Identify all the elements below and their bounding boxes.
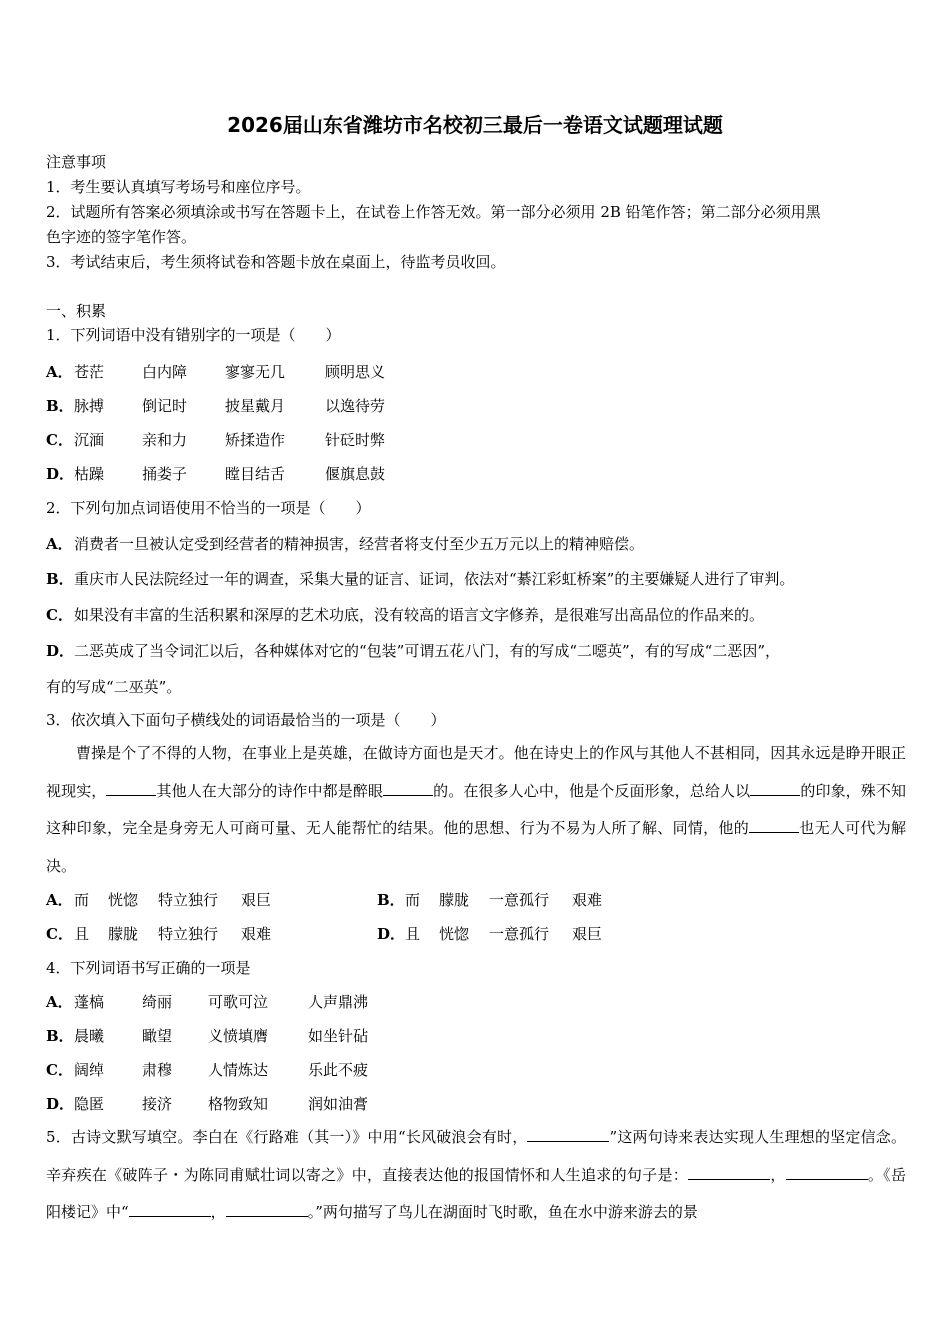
option-label: C．	[46, 925, 73, 943]
option-label: A．	[46, 993, 73, 1011]
fill-blank	[750, 779, 800, 796]
option-word: 可歌可泣	[208, 993, 269, 1011]
fill-blank	[129, 1200, 211, 1217]
option-word: 艰难	[241, 925, 272, 943]
option-label: A．	[46, 363, 73, 381]
option-word: 沉湎	[74, 431, 105, 449]
option-label: D．	[46, 1095, 75, 1113]
option-word: 以逸待劳	[325, 397, 386, 415]
option-word: 瞰望	[142, 1027, 173, 1045]
option-word: 而	[405, 891, 421, 909]
option-word: 蓬槁	[74, 993, 105, 1011]
question-2-option-b	[46, 569, 794, 589]
fill-blank	[688, 1163, 770, 1180]
notice-item: 1．考生要认真填写考场号和座位序号。	[46, 178, 311, 196]
option-word: 如坐针砧	[308, 1027, 369, 1045]
option-word: 捅娄子	[142, 465, 188, 483]
option-word: 晨曦	[74, 1027, 105, 1045]
exam-title: 2026届山东省潍坊市名校初三最后一卷语文试题理试题	[227, 113, 723, 137]
option-word: 接济	[142, 1095, 173, 1113]
fill-blank	[106, 779, 156, 796]
question-5	[46, 1119, 906, 1232]
option-label: A．	[46, 891, 73, 909]
question-5-text: 。”两句描写了鸟儿在湖面时飞时歌，鱼在水中游来游去的景	[307, 1203, 698, 1221]
option-word: 倒记时	[142, 397, 188, 415]
question-3-option-a	[46, 890, 271, 910]
option-word: 绮丽	[142, 993, 173, 1011]
option-label: D．	[46, 465, 75, 483]
notice-heading: 注意事项	[46, 153, 107, 171]
option-word: 针砭时弊	[325, 431, 386, 449]
passage-text: 曹操是个了不得的人物，在事业上是英雄，在做诗方面也是天才。他在诗史上的作风与其他人不甚相同，因其永远是睁开眼正视现实，	[46, 744, 906, 800]
question-2-option-a	[46, 534, 644, 554]
question-4-option-a	[46, 992, 368, 1012]
question-3-stem: 3．依次填入下面句子横线处的词语最恰当的一项是（ ）	[46, 711, 446, 729]
option-word: 艰巨	[572, 925, 603, 943]
option-word: 恍惚	[439, 925, 470, 943]
option-word: 而	[74, 891, 90, 909]
option-label: C．	[46, 431, 73, 449]
question-5-text: ”这两句诗来表达实现人生理想的坚定信念。辛弃疾在《破阵子・为陈同甫赋壮词以寄之》中，直接表达他的报国情怀和人生追求的句子是：	[46, 1128, 907, 1184]
option-text: 二恶英成了当令词汇以后，各种媒体对它的“包装”可谓五花八门，有的写成“二噁英”，有的写成“二恶因”，	[74, 642, 781, 660]
option-word: 义愤填膺	[208, 1027, 269, 1045]
passage-text: 也无人可代为解决。	[46, 819, 906, 875]
option-word: 艰巨	[241, 891, 272, 909]
section-heading: 一、积累	[46, 302, 107, 320]
question-3-passage	[46, 735, 906, 885]
question-2-option-d	[46, 641, 780, 661]
question-2-option-d-continued: 有的写成“二巫英”。	[46, 678, 182, 696]
question-1-stem: 1．下列词语中没有错别字的一项是（ ）	[46, 326, 341, 344]
option-word: 瞠目结舌	[225, 465, 286, 483]
question-4-option-c	[46, 1060, 368, 1080]
question-1-option-a	[46, 362, 385, 382]
fill-blank	[527, 1125, 609, 1142]
option-word: 特立独行	[158, 925, 219, 943]
option-word: 人情炼达	[208, 1061, 269, 1079]
option-word: 人声鼎沸	[308, 993, 369, 1011]
option-text: 消费者一旦被认定受到经营者的精神损害，经营者将支付至少五万元以上的精神赔偿。	[74, 535, 645, 553]
option-word: 且	[74, 925, 90, 943]
question-2-option-c	[46, 605, 764, 625]
notice-item: 2．试题所有答案必须填涂或书写在答题卡上，在试卷上作答无效。第一部分必须用 2B 铅笔作答；第二部分必须用黑	[46, 203, 821, 221]
question-4-stem: 4．下列词语书写正确的一项是	[46, 959, 251, 977]
question-1-option-c	[46, 430, 385, 450]
option-label: D．	[377, 925, 406, 943]
question-3-option-d	[377, 924, 602, 944]
option-word: 润如油膏	[308, 1095, 369, 1113]
fill-blank	[383, 779, 433, 796]
option-word: 朦胧	[108, 925, 139, 943]
passage-text: 的印象，殊不知这种印象，完全是身旁无人可商可量、无人能帮忙的结果。他的思想、行为不易为人所了解、同情，他的	[46, 781, 906, 837]
option-word: 苍茫	[74, 363, 105, 381]
option-word: 肃穆	[142, 1061, 173, 1079]
option-word: 隐匿	[74, 1095, 105, 1113]
question-5-text: 5．古诗文默写填空。李白在《行路难（其一）》中用“长风破浪会有时，	[46, 1128, 528, 1146]
option-label: B．	[46, 1027, 74, 1045]
question-3-option-c	[46, 924, 271, 944]
question-1-option-b	[46, 396, 385, 416]
question-4-option-b	[46, 1026, 368, 1046]
question-5-text: 。《岳阳楼记》中“	[46, 1165, 906, 1221]
question-3-option-b	[377, 890, 602, 910]
option-word: 阔绰	[74, 1061, 105, 1079]
option-word: 偃旗息鼓	[325, 465, 386, 483]
question-4-option-d	[46, 1094, 368, 1114]
question-2-stem: 2．下列句加点词语使用不恰当的一项是（ ）	[46, 499, 371, 517]
option-label: A．	[46, 535, 73, 553]
option-label: B．	[46, 570, 74, 588]
option-word: 脉搏	[74, 397, 105, 415]
option-word: 白内障	[142, 363, 188, 381]
option-word: 格物致知	[208, 1095, 269, 1113]
option-word: 披星戴月	[225, 397, 286, 415]
option-word: 矫揉造作	[225, 431, 286, 449]
option-word: 特立独行	[158, 891, 219, 909]
option-word: 一意孤行	[489, 891, 550, 909]
passage-text: 其他人在大部分的诗作中都是醉眼	[156, 781, 384, 800]
option-word: 乐此不疲	[308, 1061, 369, 1079]
option-word: 一意孤行	[489, 925, 550, 943]
option-label: D．	[46, 642, 75, 660]
option-word: 寥寥无几	[225, 363, 286, 381]
option-word: 枯躁	[74, 465, 105, 483]
question-1-option-d	[46, 464, 385, 484]
option-word: 艰难	[572, 891, 603, 909]
option-label: B．	[377, 891, 405, 909]
option-word: 亲和力	[142, 431, 188, 449]
option-label: C．	[46, 606, 73, 624]
fill-blank	[226, 1200, 308, 1217]
option-text: 如果没有丰富的生活积累和深厚的艺术功底，没有较高的语言文字修养，是很难写出高品位的作品来的。	[74, 606, 765, 624]
notice-item: 色字迹的签字笔作答。	[46, 228, 197, 246]
question-5-text: ，	[770, 1165, 786, 1184]
fill-blank	[786, 1163, 868, 1180]
option-word: 朦胧	[439, 891, 470, 909]
passage-text: 的。在很多人心中，他是个反面形象，总给人以	[433, 781, 751, 800]
option-label: C．	[46, 1061, 73, 1079]
option-text: 重庆市人民法院经过一年的调查，采集大量的证言、证词，依法对“綦江彩虹桥案”的主要嫌疑人进行了审判。	[74, 570, 795, 588]
option-word: 且	[405, 925, 421, 943]
question-5-text: ，	[210, 1203, 226, 1221]
option-label: B．	[46, 397, 74, 415]
option-word: 顾明思义	[325, 363, 386, 381]
option-word: 恍惚	[108, 891, 139, 909]
fill-blank	[749, 816, 799, 833]
notice-item: 3．考试结束后，考生须将试卷和答题卡放在桌面上，待监考员收回。	[46, 253, 506, 271]
